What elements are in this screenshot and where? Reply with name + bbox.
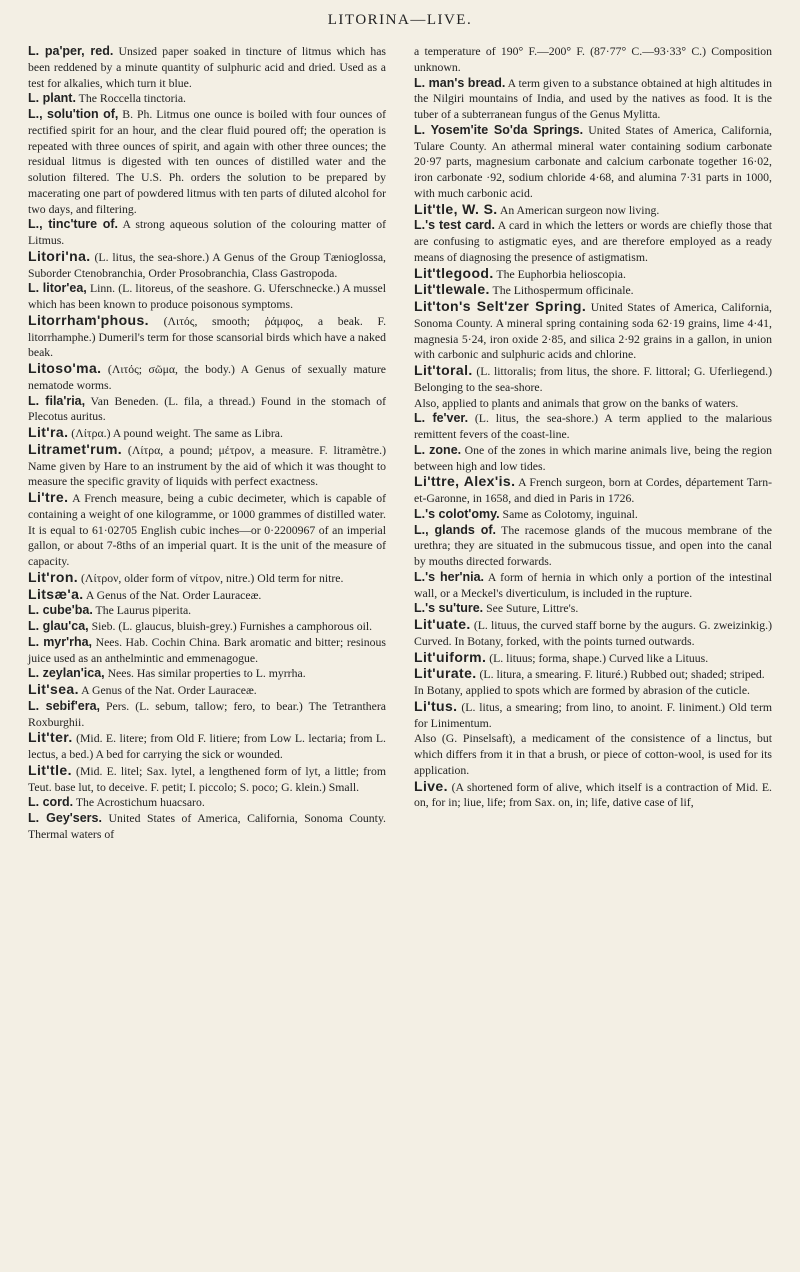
entry-headword: L. fila'ria, bbox=[28, 393, 86, 408]
dictionary-entry bbox=[414, 474, 772, 507]
entry-headword: L. cord. bbox=[28, 795, 74, 810]
entry-headword: Lit'ter. bbox=[28, 729, 73, 746]
dictionary-entry bbox=[28, 361, 386, 394]
entry-headword: Li'tus. bbox=[414, 697, 458, 714]
dictionary-entry bbox=[414, 650, 772, 667]
dictionary-entry bbox=[28, 425, 386, 442]
entry-headword: Lit'tle. bbox=[28, 761, 72, 778]
left-column bbox=[28, 44, 386, 843]
dictionary-entry bbox=[414, 123, 772, 202]
entry-definition: The Euphorbia helioscopia. bbox=[493, 267, 626, 281]
dictionary-entry bbox=[28, 313, 386, 361]
entry-headword: L. glau'ca, bbox=[28, 619, 89, 633]
dictionary-entry bbox=[414, 666, 772, 683]
entry-headword: Lit'ra. bbox=[28, 424, 69, 440]
dictionary-entry bbox=[28, 699, 386, 731]
dictionary-entry bbox=[414, 601, 772, 617]
entry-headword: L. litor'ea, bbox=[28, 281, 87, 296]
entry-definition: A term given to a substance obtained at high altitudes in the Nilgiri mountains of India, and used by the natives as food. It is the tuber of a subterranean fungus of the Genus Mylitta. bbox=[414, 76, 772, 121]
dictionary-entry bbox=[28, 635, 386, 667]
dictionary-entry bbox=[414, 202, 772, 219]
entry-definition: In Botany, applied to spots which are formed by abrasion of the cuticle. bbox=[414, 684, 750, 697]
entry-definition: (A shortened form of alive, which itself is a contraction of Mid. E. on, for in; liue, life; from Sax. on, in; life, dative case of lif, bbox=[414, 780, 772, 810]
entry-definition: (Λιτός, smooth; ῥάμφος, a beak. F. litorrhamphe.) Dumeril's term for those scansorial birds which have a naked beak. bbox=[28, 314, 386, 360]
dictionary-entry bbox=[414, 779, 772, 812]
entry-headword: Litramet'rum. bbox=[28, 440, 123, 457]
entry-definition: A Genus of the Nat. Order Lauraceæ. bbox=[78, 684, 257, 697]
dictionary-entry bbox=[28, 281, 386, 313]
entry-headword: L. zeylan'ica, bbox=[28, 666, 105, 681]
entry-definition: United States of America, California, Sonoma County. A mineral spring containing soda 62·19 grains, lime 4·41, magnesia 5·24, iron oxide 2·85, and silica 2·92 grains in a gallon, in union with carbonic and sulphuric acids and chlorine. bbox=[414, 301, 772, 362]
dictionary-entry bbox=[414, 617, 772, 650]
entry-headword: L.'s test card. bbox=[414, 218, 496, 233]
dictionary-entry bbox=[414, 299, 772, 363]
entry-definition: See Suture, Littre's. bbox=[483, 602, 579, 616]
right-column bbox=[414, 44, 772, 811]
dictionary-entry bbox=[28, 217, 386, 249]
entry-definition: (Mid. E. litel; Sax. lytel, a lengthened form of lyt, a little; from Teut. base lut, to deceive. F. petit; I. piccolo; S. poco; G. klein.) Small. bbox=[28, 764, 386, 794]
entry-definition: The Acrostichum huacsaro. bbox=[73, 796, 205, 810]
entry-definition: The Roccella tinctoria. bbox=[75, 92, 186, 106]
entry-headword: L. pa'per, red. bbox=[28, 44, 114, 58]
entry-definition: A French surgeon, born at Cordes, département Tarn-et-Garonne, in 1658, and died in Paris in 1726. bbox=[414, 476, 772, 505]
entry-definition: (Λίτρα, a pound; μέτρον, a measure. F. litramètre.) Name given by Hare to an instrument by the aid of which it was thought to measure the specific gravity of liquids with perfect exactness. bbox=[28, 443, 386, 489]
entry-headword: Li'ttre, Alex'is. bbox=[414, 473, 516, 490]
entry-definition: The racemose glands of the mucous membrane of the urethra; they are situated in the submucous tissue, and open into the canal by mouths directed forwards. bbox=[414, 523, 772, 568]
entry-headword: Lit'urate. bbox=[414, 665, 477, 682]
entry-definition: (L. littoralis; from litus, the shore. F. littoral; G. Uferliegend.) Belonging to the sea-shore. bbox=[414, 365, 772, 394]
dictionary-entry bbox=[414, 699, 772, 732]
dictionary-entry bbox=[28, 249, 386, 282]
dictionary-entry bbox=[414, 731, 772, 778]
dictionary-entry bbox=[414, 44, 772, 76]
dictionary-entry bbox=[414, 507, 772, 523]
entry-definition: Unsized paper soaked in tincture of litmus which has been reddened by a minute quantity of sulphuric acid and dried. Used as a test for alkalies, which turn it blue. bbox=[28, 45, 386, 90]
entry-definition: A strong aqueous solution of the colouring matter of Litmus. bbox=[28, 218, 386, 247]
entry-definition: Linn. (L. litoreus, of the seashore. G. Uferschnecke.) A mussel which has been known to produce poisonous symptoms. bbox=[28, 282, 387, 311]
entry-headword: L. myr'rha, bbox=[28, 634, 93, 649]
entry-definition: (Mid. E. litere; from Old F. litiere; from Low L. lectaria; from L. lectus, a bed.) A bed for carrying the sick or wounded. bbox=[28, 732, 386, 761]
entry-definition: Nees. Hab. Cochin China. Bark aromatic and bitter; resinous juice used as an anthelmintic and emmenagogue. bbox=[28, 635, 386, 665]
dictionary-entry bbox=[28, 107, 386, 217]
entry-definition: Also, applied to plants and animals that grow on the banks of waters. bbox=[414, 396, 739, 410]
entry-definition: Pers. (L. sebum, tallow; fero, to bear.) The Tetranthera Roxburghii. bbox=[28, 699, 386, 729]
entry-headword: L. Yosem'ite So'da Springs. bbox=[414, 122, 584, 137]
entry-definition: B. Ph. Litmus one ounce is boiled with four ounces of rectified spirit for an hour, and the clear fluid poured off; the operation is repeated with three ounces of spirit, and again with other three ounces; the residual litmus is digested with ten ounces of distilled water and the solution filtered. The U.S. Ph. orders the solution to be prepared by macerating one part of powdered litmus with ten parts of diluted alcohol for two days, and filtering. bbox=[28, 108, 386, 216]
entry-definition: (L. lituus, the curved staff borne by the augurs. G. zweizinkig.) Curved. In Botany, forked, with the points turned outwards. bbox=[414, 619, 772, 648]
entry-definition: Nees. Has similar properties to L. myrrha. bbox=[104, 667, 306, 681]
entry-headword: L., glands of. bbox=[414, 522, 496, 537]
entry-definition: Van Beneden. (L. fila, a thread.) Found in the stomach of Plecotus auritus. bbox=[28, 394, 386, 424]
dictionary-entry bbox=[28, 44, 386, 91]
dictionary-entry bbox=[28, 394, 386, 426]
dictionary-entry bbox=[414, 683, 772, 699]
dictionary-entry bbox=[28, 811, 386, 843]
entry-headword: Lit'uiform. bbox=[414, 648, 487, 665]
entry-definition: (L. litus, the sea-shore.) A term applied to the malarious remittent fevers of the coast-line. bbox=[414, 412, 772, 441]
entry-definition: A form of hernia in which only a portion of the intestinal wall, or a Meckel's diverticulum, is included in the rupture. bbox=[414, 570, 773, 600]
entry-headword: L. plant. bbox=[28, 91, 76, 106]
dictionary-entry bbox=[414, 396, 772, 412]
dictionary-entry bbox=[414, 76, 772, 123]
entry-definition: (L. litus, the sea-shore.) A Genus of the Group Tænioglossa, Suborder Ctenobranchia, Order Prosobranchia, Class Gastropoda. bbox=[28, 250, 386, 280]
dictionary-entry bbox=[28, 91, 386, 107]
entry-headword: Lit'toral. bbox=[414, 362, 473, 378]
dictionary-entry bbox=[28, 587, 386, 604]
dictionary-entry bbox=[28, 619, 386, 635]
entry-headword: Li'tre. bbox=[28, 489, 69, 505]
entry-definition: United States of America, California, Sonoma County. Thermal waters of bbox=[28, 812, 386, 841]
entry-headword: Lit'tle, W. S. bbox=[414, 200, 498, 217]
dictionary-entry bbox=[414, 523, 772, 570]
running-head: LITORINA—LIVE. bbox=[327, 12, 473, 28]
entry-headword: Lit'tlewale. bbox=[414, 281, 490, 298]
entry-headword: Lit'sea. bbox=[28, 681, 79, 697]
entry-definition: (Λίτρα.) A pound weight. The same as Libra. bbox=[68, 427, 283, 440]
entry-definition: The Laurus piperita. bbox=[92, 604, 192, 618]
entry-headword: Lit'uate. bbox=[414, 616, 471, 632]
entry-headword: L.'s su'ture. bbox=[414, 601, 484, 616]
dictionary-entry bbox=[28, 490, 386, 570]
entry-headword: L.'s colot'omy. bbox=[414, 506, 500, 521]
entry-definition: United States of America, California, Tulare County. An athermal mineral water containing sodium carbonate 20·97 parts, magnesium carbonate and calcium carbonate together 16·02, iron carbonate ·92, sodium chloride 4·68, and alumina 7·31 parts in 1000, with much carbonic acid. bbox=[414, 123, 772, 200]
dictionary-entry bbox=[414, 363, 772, 396]
entry-definition: An American surgeon now living. bbox=[497, 203, 660, 217]
dictionary-entry bbox=[28, 442, 386, 490]
entry-headword: L., tinc'ture of. bbox=[28, 217, 118, 232]
dictionary-entry bbox=[28, 763, 386, 796]
entry-definition: a temperature of 190° F.—200° F. (87·77° C.—93·33° C.) Composition unknown. bbox=[414, 45, 772, 74]
entry-definition: (L. lituus; forma, shape.) Curved like a Lituus. bbox=[486, 651, 709, 665]
entry-definition: A French measure, being a cubic decimeter, which is capable of containing a weight of one kilogramme, or 1000 grammes of distilled water. It is equal to 61·02705 English cubic inches—or 0·2200967 of an imperial gallon, or about 7-8ths of an imperial quart. It is the unit of the measure of capacity. bbox=[28, 492, 386, 568]
dictionary-entry bbox=[28, 795, 386, 811]
entry-definition: A card in which the letters or words are chiefly those that are confusing to astigmatic eyes, and are therefore employed as a ready means of diagnosing the presence of astigmatism. bbox=[414, 219, 772, 264]
entry-definition: Sieb. (L. glaucus, bluish-grey.) Furnishes a camphorous oil. bbox=[88, 620, 373, 633]
dictionary-entry bbox=[28, 666, 386, 682]
entry-headword: L. sebif'era, bbox=[28, 698, 101, 713]
dictionary-entry bbox=[414, 218, 772, 265]
entry-definition: (L. litura, a smearing. F. lituré.) Rubbed out; shaded; striped. bbox=[476, 668, 765, 682]
dictionary-entry bbox=[28, 730, 386, 763]
entry-definition: A Genus of the Nat. Order Lauraceæ. bbox=[83, 588, 262, 602]
entry-definition: The Lithospermum officinale. bbox=[489, 284, 634, 298]
entry-headword: L. man's bread. bbox=[414, 75, 506, 90]
entry-headword: L. cube'ba. bbox=[28, 603, 93, 618]
dictionary-entry bbox=[414, 266, 772, 283]
entry-headword: L. Gey'sers. bbox=[28, 811, 102, 825]
entry-headword: Litorrham'phous. bbox=[28, 311, 149, 328]
entry-headword: L., solu'tion of, bbox=[28, 107, 119, 121]
entry-headword: Live. bbox=[414, 777, 448, 794]
entry-headword: Litsæ'a. bbox=[28, 585, 84, 602]
dictionary-entry bbox=[414, 282, 772, 299]
entry-definition: (L. litus, a smearing; from lino, to anoint. F. liniment.) Old term for Linimentum. bbox=[414, 700, 772, 730]
entry-headword: L. zone. bbox=[414, 442, 462, 457]
entry-headword: Lit'ton's Selt'zer Spring. bbox=[414, 298, 587, 314]
entry-headword: Lit'tlegood. bbox=[414, 264, 494, 281]
dictionary-entry bbox=[28, 682, 386, 699]
dictionary-entry bbox=[414, 570, 772, 602]
entry-definition: Same as Colotomy, inguinal. bbox=[499, 507, 638, 521]
dictionary-entry bbox=[414, 443, 772, 475]
dictionary-entry bbox=[414, 411, 772, 443]
entry-headword: L.'s her'nia. bbox=[414, 569, 485, 584]
entry-definition: One of the zones in which marine animals live, being the region between high and low tides. bbox=[414, 443, 772, 473]
entry-headword: Litoso'ma. bbox=[28, 360, 102, 376]
entry-definition: Also (G. Pinselsaft), a medicament of the consistence of a linctus, but which differs from it in that a brush, or piece of cotton-wool, is used for its application. bbox=[414, 732, 772, 777]
entry-definition: (Λιτός; σῶμα, the body.) A Genus of sexually mature nematode worms. bbox=[28, 363, 386, 392]
dictionary-entry bbox=[28, 570, 386, 587]
dictionary-entry bbox=[28, 603, 386, 619]
entry-headword: Lit'ron. bbox=[28, 568, 79, 585]
entry-headword: Litori'na. bbox=[28, 247, 91, 264]
entry-headword: L. fe'ver. bbox=[414, 411, 469, 426]
entry-definition: (Λίτρον, older form of νίτρον, nitre.) Old term for nitre. bbox=[78, 571, 344, 585]
